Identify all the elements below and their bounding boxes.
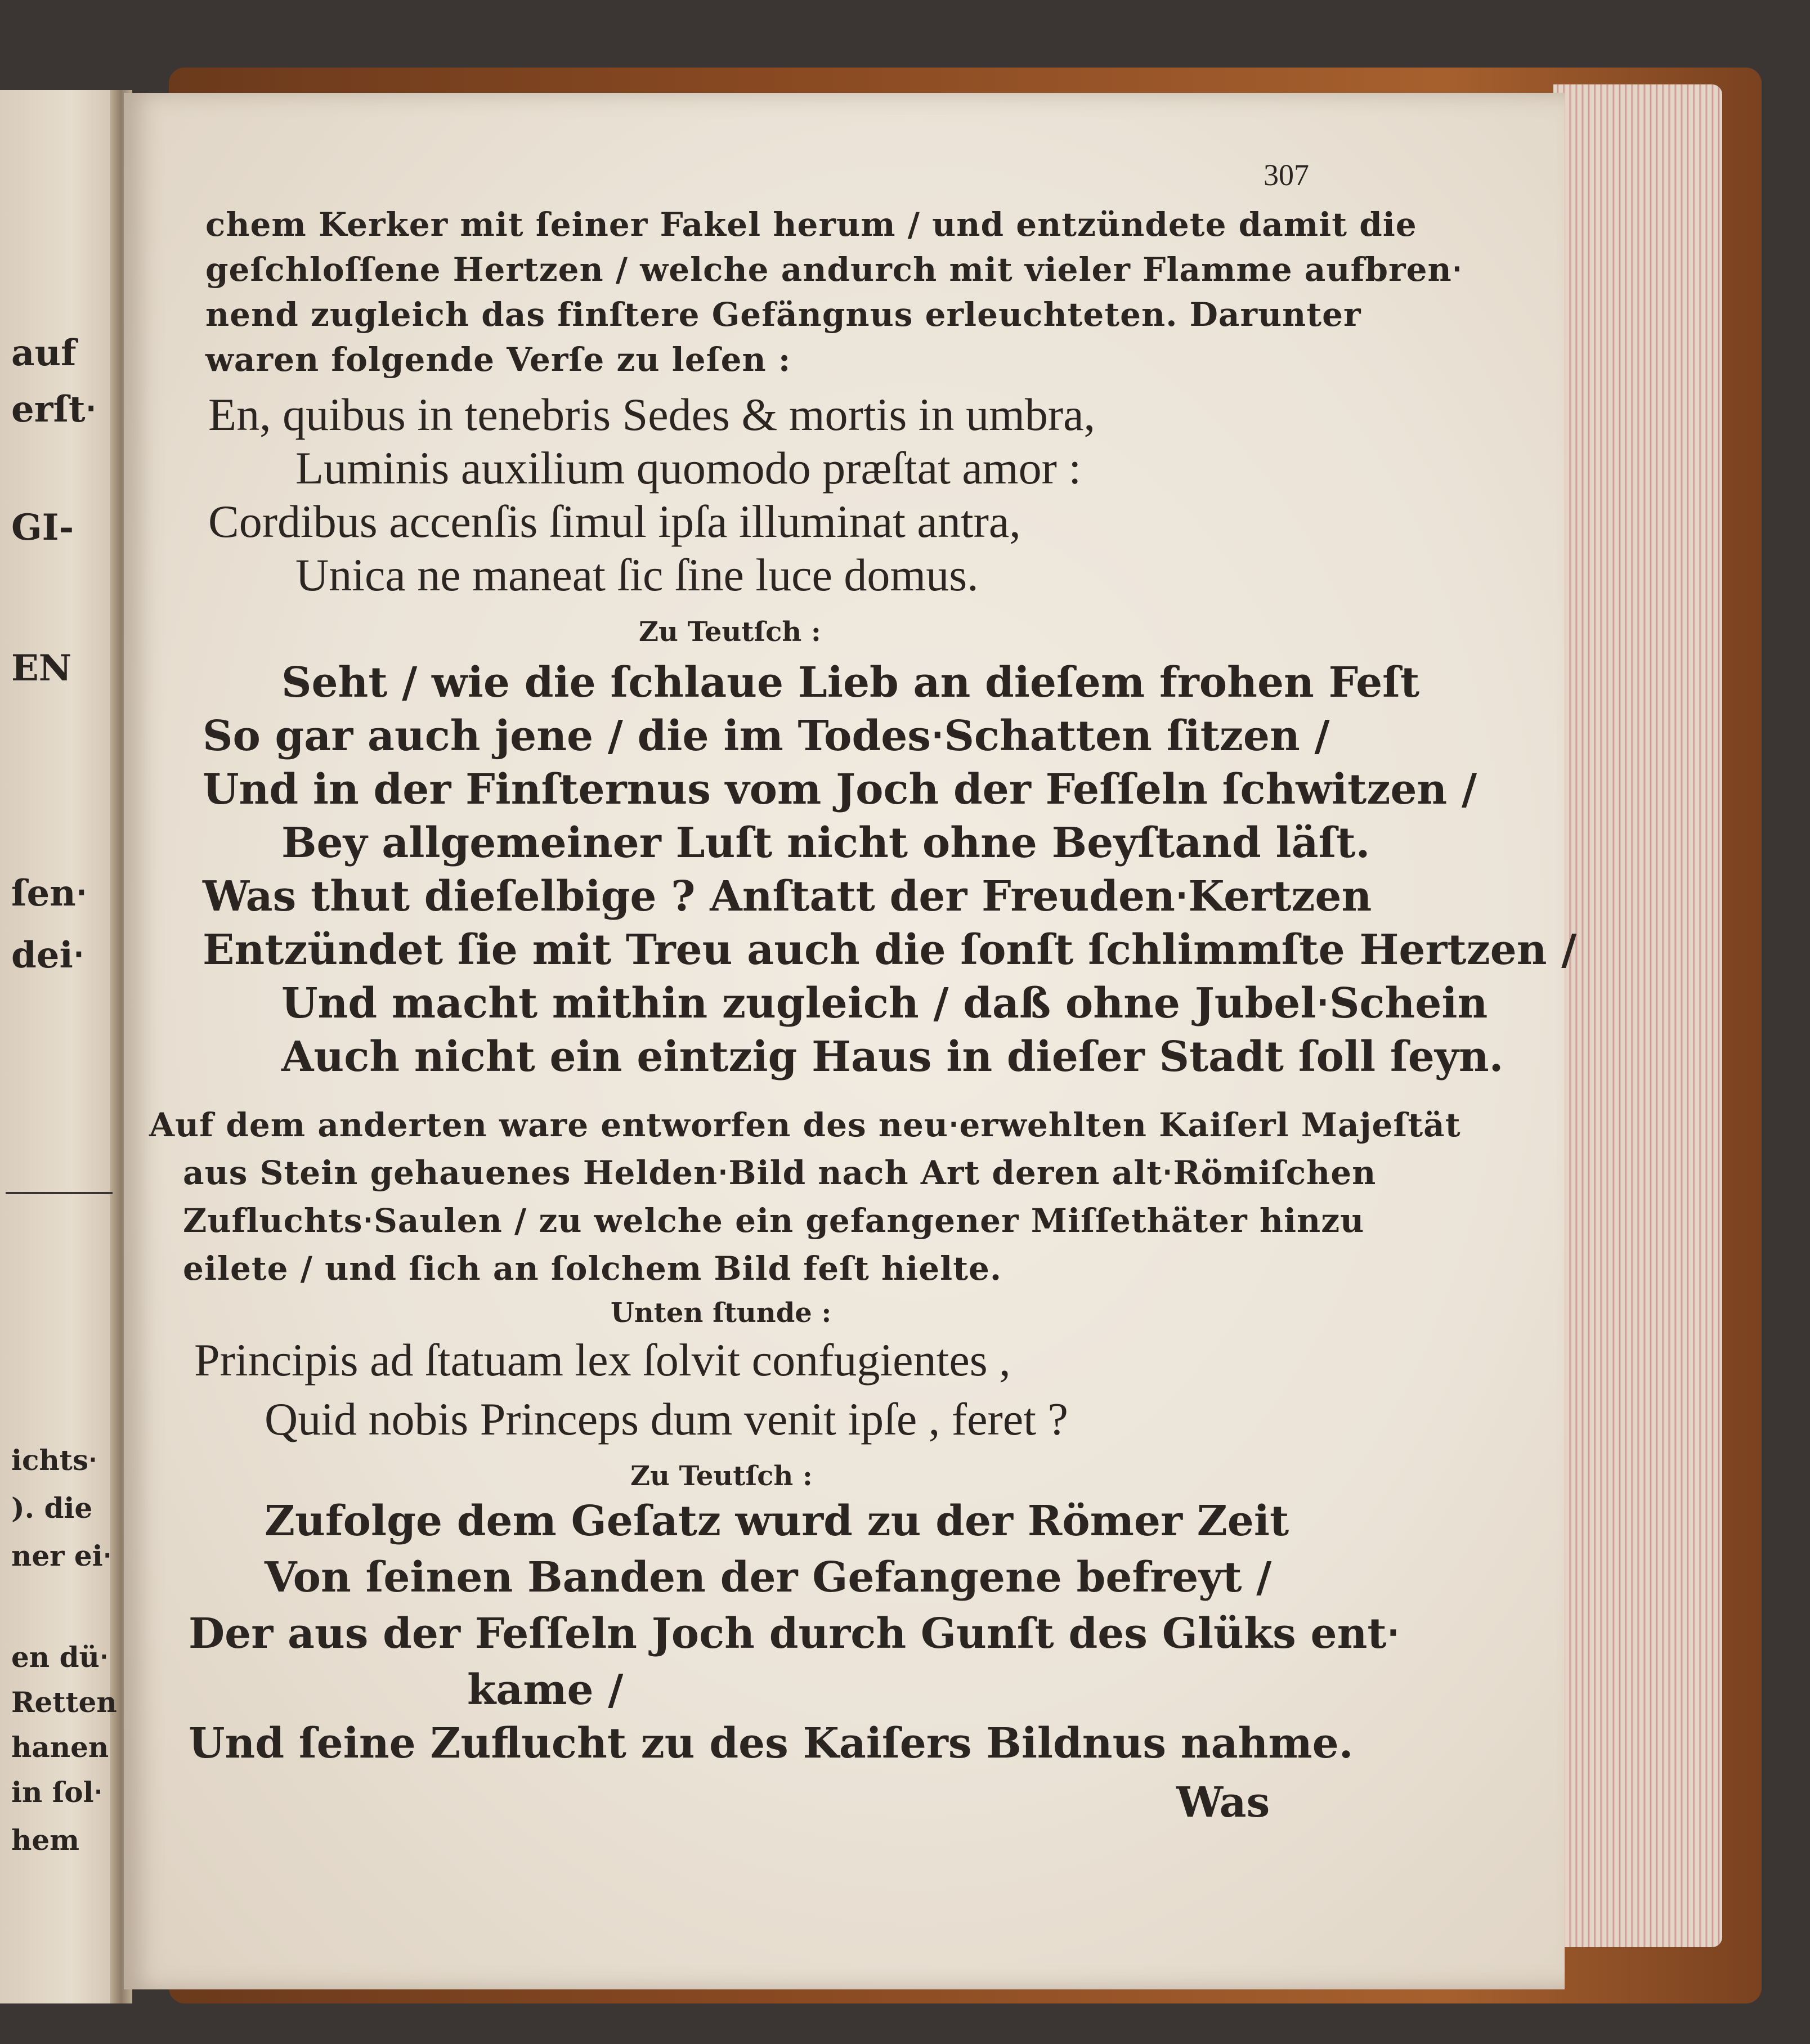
page-number: 307	[1264, 158, 1309, 192]
left-fragment: hem	[11, 1823, 80, 1857]
left-fragment: in ſol‧	[11, 1776, 103, 1809]
german-verse-line: Und macht mithin zugleich / daß ohne Jubel‧Schein	[281, 979, 1488, 1028]
paragraph-line: eilete / und ſich an ſolchem Bild feſt hielte.	[183, 1249, 1002, 1288]
left-fragment: erſt‧	[11, 388, 97, 431]
section-heading: Unten ſtunde :	[611, 1297, 832, 1329]
paragraph-line: aus Stein gehauenes Helden‧Bild nach Art deren alt‧Römiſchen	[183, 1154, 1377, 1192]
german-verse-line: kame /	[467, 1666, 624, 1714]
latin-verse-line: Cordibus accenſis ſimul ipſa illuminat antra,	[208, 496, 1021, 547]
catchword: Was	[1176, 1778, 1270, 1827]
paragraph-line: geſchloſſene Hertzen / welche andurch mit vieler Flamme aufbren‧	[205, 250, 1463, 289]
german-verse-line: Auch nicht ein eintzig Haus in dieſer Stadt ſoll ſeyn.	[281, 1033, 1504, 1081]
left-fragment: ſen‧	[11, 872, 88, 915]
german-verse-line: Was thut dieſelbige ? Anſtatt der Freuden‧Kertzen	[203, 872, 1372, 921]
german-verse-line: Von ſeinen Banden der Gefangene befreyt /	[265, 1553, 1272, 1602]
latin-verse-line: Luminis auxilium quomodo præſtat amor :	[295, 442, 1082, 494]
left-fragment: en dü‧	[11, 1640, 109, 1674]
section-heading: Zu Teutſch :	[630, 1460, 813, 1492]
german-verse-line: Bey allgemeiner Luſt nicht ohne Beyſtand läſt.	[281, 819, 1370, 867]
left-fragment: ner ei‧	[11, 1539, 112, 1572]
german-verse-line: Entzündet ſie mit Treu auch die ſonſt ſchlimmſte Hertzen /	[203, 926, 1577, 974]
german-verse-line: Zufolge dem Geſatz wurd zu der Römer Zeit	[265, 1497, 1289, 1545]
paragraph-line: Zufluchts‧Saulen / zu welche ein gefangener Miſſethäter hinzu	[183, 1202, 1365, 1240]
left-fragment: EN	[11, 647, 72, 689]
paragraph-line: waren folgende Verſe zu leſen :	[205, 340, 791, 379]
latin-verse-line: En, quibus in tenebris Sedes & mortis in umbra,	[208, 389, 1096, 440]
left-page-rule	[6, 1192, 113, 1194]
latin-verse-line: Quid nobis Princeps dum venit ipſe , feret ?	[265, 1393, 1068, 1445]
page-edges	[1553, 84, 1722, 1947]
german-verse-line: Der aus der Feſſeln Joch durch Gunſt des Glüks ent‧	[189, 1610, 1400, 1658]
paragraph-line: chem Kerker mit ſeiner Fakel herum / und entzündete damit die	[205, 205, 1417, 244]
left-fragment: auf	[11, 332, 77, 374]
left-fragment: dei‧	[11, 934, 85, 976]
latin-verse-line: Unica ne maneat ſic ſine luce domus.	[295, 549, 979, 600]
latin-verse-line: Principis ad ſtatuam lex ſolvit confugientes ,	[194, 1334, 1011, 1386]
left-fragment: ). die	[11, 1491, 93, 1525]
german-verse-line: Seht / wie die ſchlaue Lieb an dieſem frohen Feſt	[281, 658, 1420, 707]
section-heading: Zu Teutſch :	[639, 616, 821, 648]
german-verse-line: So gar auch jene / die im Todes‧Schatten ſitzen /	[203, 712, 1330, 760]
left-fragment: ichts‧	[11, 1444, 97, 1477]
left-fragment: GI-	[11, 506, 74, 549]
german-verse-line: Und in der Finſternus vom Joch der Feſſeln ſchwitzen /	[203, 765, 1477, 814]
left-fragment: Retten	[11, 1686, 117, 1719]
paragraph-line: Auf dem anderten ware entworfen des neu‧erwehlten Kaiſerl Majeſtät	[149, 1106, 1461, 1144]
paragraph-line: nend zugleich das finſtere Gefängnus erleuchteten. Darunter	[205, 295, 1361, 334]
german-verse-line: Und ſeine Zuflucht zu des Kaiſers Bildnus nahme.	[189, 1719, 1354, 1768]
left-fragment: hanen	[11, 1731, 109, 1764]
